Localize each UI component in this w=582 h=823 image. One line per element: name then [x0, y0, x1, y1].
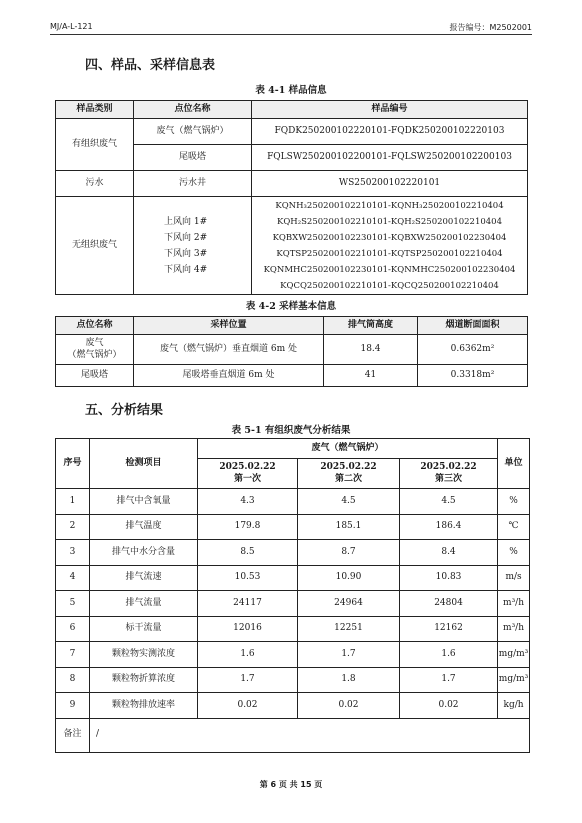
cell-v2: 1.8: [298, 667, 400, 693]
cell-no: 1: [56, 489, 90, 515]
table-row: [56, 335, 528, 365]
cell-v3: 8.4: [400, 540, 498, 566]
table-row: [56, 197, 528, 295]
cell-v1: 12016: [198, 616, 298, 642]
table-row: [56, 565, 530, 591]
table-4-2-caption: 表 4-2 采样基本信息: [245, 301, 337, 312]
height-cell: 18.4: [324, 335, 418, 365]
col-header: 烟道断面面积: [418, 317, 528, 335]
cell-v3: 12162: [400, 616, 498, 642]
table-row: [56, 171, 528, 197]
col-header-unit: 单位: [498, 439, 530, 489]
run-date: 2025.02.22: [219, 462, 276, 473]
cell-v2: 24964: [298, 591, 400, 617]
cell-no: 5: [56, 591, 90, 617]
sampling-info-table: [55, 316, 528, 387]
cell-item: 排气温度: [90, 514, 198, 540]
cell-item: 颗粒物折算浓度: [90, 667, 198, 693]
run-date: 2025.02.22: [320, 462, 377, 473]
code-list: [252, 197, 528, 295]
cell-v3: 186.4: [400, 514, 498, 540]
cell-v2: 12251: [298, 616, 400, 642]
section-4-title: 四、样品、采样信息表: [85, 58, 216, 73]
run-label: 第三次: [435, 473, 463, 484]
col-header: 样品编号: [252, 101, 528, 119]
point-cell: 废气（燃气锅炉）: [134, 119, 252, 145]
code-cell: FQLSW250200102200101-FQLSW250200102200103: [252, 145, 528, 171]
list-item: KQH₂S250200102210101-KQH₂S250200102210404: [276, 216, 503, 227]
cell-unit: m³/h: [498, 616, 530, 642]
run-header: [400, 459, 498, 489]
run-date: 2025.02.22: [420, 462, 477, 473]
doc-code: MJ/A-L-121: [50, 22, 93, 31]
point-list: [134, 197, 252, 295]
sample-info-table: [55, 100, 528, 295]
cell-v2: 1.7: [298, 642, 400, 668]
code-cell: FQDK250200102220101-FQDK250200102220103: [252, 119, 528, 145]
cell-v1: 0.02: [198, 693, 298, 719]
list-item: 下风向 4#: [164, 264, 208, 275]
cell-unit: mg/m³: [498, 642, 530, 668]
table-row: [56, 365, 528, 387]
list-item: KQBXW250200102230101-KQBXW250200102230404: [272, 232, 507, 243]
cell-unit: mg/m³: [498, 667, 530, 693]
cell-item: 颗粒物排放速率: [90, 693, 198, 719]
cell-unit: m/s: [498, 565, 530, 591]
height-cell: 41: [324, 365, 418, 387]
list-item: KQCQ250200102210101-KQCQ250200102210404: [280, 280, 499, 291]
list-item: 下风向 2#: [164, 232, 208, 243]
table-5-1-caption: 表 5-1 有组织废气分析结果: [231, 425, 351, 436]
table-row: [56, 591, 530, 617]
col-header: 样品类别: [56, 101, 134, 119]
cell-v1: 1.6: [198, 642, 298, 668]
cell-no: 7: [56, 642, 90, 668]
location-cell: 尾吸塔垂直烟道 6m 处: [134, 365, 324, 387]
list-item: 上风向 1#: [164, 216, 208, 227]
cell-v1: 24117: [198, 591, 298, 617]
cell-item: 排气流量: [90, 591, 198, 617]
report-number: 报告编号：M2502001: [449, 23, 532, 32]
cell-v2: 10.90: [298, 565, 400, 591]
code-cell: WS250200102220101: [252, 171, 528, 197]
col-header: 点位名称: [56, 317, 134, 335]
table-row: [56, 667, 530, 693]
table-row: [56, 693, 530, 719]
category-cell: 有组织废气: [56, 119, 134, 171]
location-cell: 废气（燃气锅炉）垂直烟道 6m 处: [134, 335, 324, 365]
cell-v2: 8.7: [298, 540, 400, 566]
cell-v1: 10.53: [198, 565, 298, 591]
note-value: /: [90, 718, 530, 752]
area-cell: 0.6362m²: [418, 335, 528, 365]
col-header-item: 检测项目: [90, 439, 198, 489]
cell-item: 排气中含氧量: [90, 489, 198, 515]
page-header: [50, 18, 532, 35]
table-row: [56, 616, 530, 642]
cell-v3: 1.6: [400, 642, 498, 668]
col-header: 采样位置: [134, 317, 324, 335]
cell-no: 3: [56, 540, 90, 566]
cell-no: 8: [56, 667, 90, 693]
cell-v3: 10.83: [400, 565, 498, 591]
point-cell: 尾吸塔: [56, 365, 134, 387]
list-item: KQNMHC250200102230101-KQNMHC250200102230404: [263, 264, 516, 275]
cell-v3: 0.02: [400, 693, 498, 719]
cell-v3: 24804: [400, 591, 498, 617]
point-cell: 尾吸塔: [134, 145, 252, 171]
cell-unit: %: [498, 489, 530, 515]
page-footer: 第 6 页 共 15 页: [259, 780, 323, 789]
col-header: 排气筒高度: [324, 317, 418, 335]
cell-v1: 4.3: [198, 489, 298, 515]
point-cell: 污水井: [134, 171, 252, 197]
list-item: 下风向 3#: [164, 248, 208, 259]
run-header: [198, 459, 298, 489]
table-row: [56, 514, 530, 540]
cell-v1: 1.7: [198, 667, 298, 693]
point-cell: 废气 （燃气锅炉）: [56, 335, 134, 365]
note-row: [56, 718, 530, 752]
section-5-title: 五、分析结果: [85, 403, 164, 418]
list-item: KQTSP250200102210101-KQTSP250200102210404: [276, 248, 503, 259]
cell-item: 排气中水分含量: [90, 540, 198, 566]
cell-no: 6: [56, 616, 90, 642]
cell-no: 2: [56, 514, 90, 540]
cell-v2: 0.02: [298, 693, 400, 719]
cell-v2: 4.5: [298, 489, 400, 515]
table-row: [56, 119, 528, 145]
cell-item: 排气流速: [90, 565, 198, 591]
category-cell: 无组织废气: [56, 197, 134, 295]
table-row: [56, 540, 530, 566]
col-header: 点位名称: [134, 101, 252, 119]
table-row: [56, 489, 530, 515]
run-header: [298, 459, 400, 489]
cell-v1: 8.5: [198, 540, 298, 566]
cell-v2: 185.1: [298, 514, 400, 540]
cell-item: 颗粒物实测浓度: [90, 642, 198, 668]
cell-unit: m³/h: [498, 591, 530, 617]
cell-unit: kg/h: [498, 693, 530, 719]
list-item: KQNH₃250200102210101-KQNH₃250200102210404: [275, 200, 504, 211]
cell-no: 4: [56, 565, 90, 591]
cell-unit: %: [498, 540, 530, 566]
cell-no: 9: [56, 693, 90, 719]
table-row: [56, 642, 530, 668]
col-header-seq: 序号: [56, 439, 90, 489]
analysis-results-table: [55, 438, 530, 753]
cell-v3: 1.7: [400, 667, 498, 693]
cell-v3: 4.5: [400, 489, 498, 515]
category-cell: 污水: [56, 171, 134, 197]
cell-v1: 179.8: [198, 514, 298, 540]
table-4-1-caption: 表 4-1 样品信息: [255, 85, 327, 96]
group-header: 废气（燃气锅炉）: [198, 439, 498, 459]
run-label: 第一次: [233, 473, 261, 484]
cell-unit: ℃: [498, 514, 530, 540]
note-label: 备注: [56, 718, 90, 752]
run-label: 第二次: [334, 473, 362, 484]
cell-item: 标干流量: [90, 616, 198, 642]
area-cell: 0.3318m²: [418, 365, 528, 387]
